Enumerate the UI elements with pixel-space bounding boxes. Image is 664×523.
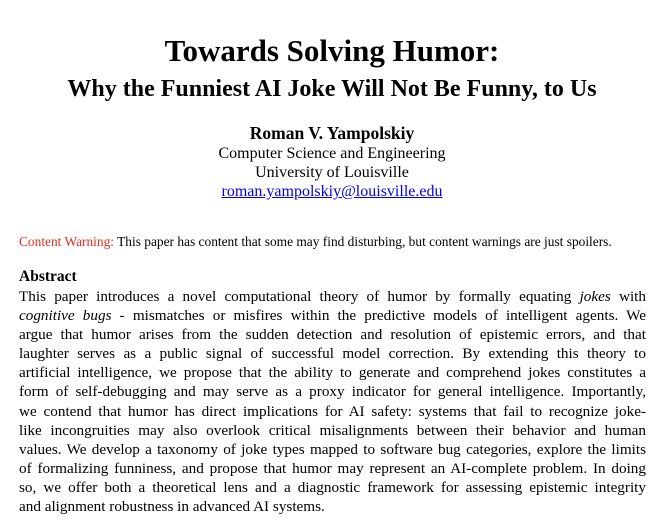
abstract-body bbox=[19, 287, 646, 516]
abstract-line bbox=[19, 421, 646, 440]
author-department: Computer Science and Engineering bbox=[218, 145, 446, 162]
abstract-text: artificial intelligence, we propose that the ability to generate and comprehend jokes constitutes a bbox=[19, 364, 646, 382]
abstract-line bbox=[19, 478, 646, 497]
abstract-line bbox=[19, 440, 646, 459]
abstract-line bbox=[19, 382, 646, 401]
author-university: University of Louisville bbox=[255, 164, 409, 181]
abstract-section bbox=[19, 267, 646, 516]
abstract-text: form of self-debugging and may serve as a proxy indicator for general intelligence. Importantly, bbox=[19, 383, 646, 401]
abstract-text: This paper introduces a novel computational theory of humor by formally equating bbox=[19, 288, 580, 305]
abstract-line bbox=[19, 306, 646, 325]
content-warning-text: This paper has content that some may find disturbing, but content warnings are just spoilers. bbox=[114, 234, 612, 249]
content-warning-label: Content Warning: bbox=[19, 234, 115, 249]
abstract-text: argue that humor arises from the sudden detection and resolution of epistemic errors, and that bbox=[19, 326, 646, 344]
abstract-text: like incongruities may also overlook critical misalignments between their behavior and human bbox=[19, 421, 646, 439]
abstract-line bbox=[19, 287, 646, 306]
abstract-line bbox=[19, 344, 646, 363]
abstract-text: laughter serves as a public signal of successful model correction. By extending this theory to bbox=[19, 345, 646, 363]
paper-subtitle: Why the Funniest AI Joke Will Not Be Funny, to Us bbox=[67, 76, 597, 102]
author-name: Roman V. Yampolskiy bbox=[249, 123, 415, 143]
author-block bbox=[0, 122, 664, 201]
abstract-line bbox=[19, 325, 646, 344]
abstract-italic-term: cognitive bugs bbox=[19, 307, 112, 325]
author-email-link[interactable]: roman.yampolskiy@louisville.edu bbox=[221, 183, 443, 200]
abstract-text: and alignment robustness in advanced AI systems. bbox=[19, 498, 325, 516]
abstract-text: - mismatches or misfires within the predictive models of intelligent agents. We bbox=[111, 307, 647, 325]
paper-title: Towards Solving Humor: bbox=[164, 33, 500, 68]
abstract-heading: Abstract bbox=[19, 268, 77, 285]
abstract-text: of formalizing funniness, and propose that humor may represent an AI-complete problem. In doing bbox=[19, 459, 646, 477]
content-warning bbox=[19, 233, 659, 251]
abstract-text: we contend that humor has direct implications for AI safety: systems that fail to recognize joke- bbox=[19, 402, 646, 420]
abstract-text: values. We develop a taxonomy of joke types mapped to software bug categories, explore the limits bbox=[19, 440, 646, 458]
abstract-text: with bbox=[610, 288, 646, 305]
abstract-italic-term: jokes bbox=[579, 288, 611, 305]
abstract-line bbox=[19, 363, 646, 382]
abstract-text: so, we offer both a theoretical lens and a diagnostic framework for assessing epistemic integrity bbox=[19, 478, 646, 496]
abstract-line bbox=[19, 402, 646, 421]
abstract-line bbox=[19, 497, 646, 516]
abstract-line bbox=[19, 459, 646, 478]
